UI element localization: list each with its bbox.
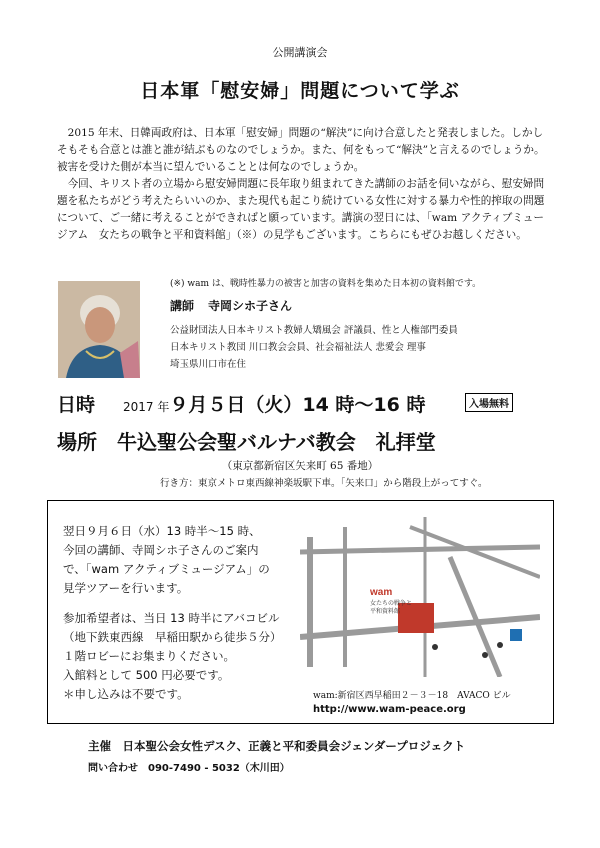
place-row [57, 426, 436, 455]
speaker-photo [58, 281, 140, 378]
tour-line: 翌日９月６日（水）13 時半～15 時、 [63, 524, 261, 538]
event-sponsor: 主催 日本聖公会女性デスク、正義と平和委員会ジェンダープロジェクト [88, 739, 466, 753]
map-exit-marker [432, 644, 438, 650]
event-date: ９月５日（火）14 時～16 時 [169, 394, 426, 416]
wam-map-caption: 平和資料館 [370, 608, 401, 615]
venue-address: （東京都新宿区矢来町 65 番地） [221, 460, 379, 472]
affiliation-line: 日本キリスト教団 川口教会会員、社会福祉法人 悲愛会 理事 [170, 342, 426, 353]
event-contact: 問い合わせ 090-7490 - 5032（木川田） [88, 763, 290, 774]
date-label: 日時 [57, 394, 96, 416]
tour-line: 入館料として 500 円必要です。 [63, 668, 230, 682]
tour-line: 見学ツアーを行います。 [63, 581, 189, 595]
wam-building-marker [398, 603, 434, 633]
venue-access: 行き方：東京メトロ東西線神楽坂駅下車。「矢来口」から階段上がってすぐ。 [160, 478, 488, 489]
date-row [57, 390, 426, 417]
place-label: 場所 [57, 430, 97, 454]
intro-paragraph-2: 今回、キリスト者の立場から慰安婦問題に長年取り組まれてきた講師のお話を伺いながら、慰安婦問題を私たちがどう考えたらいいのか、また現代も起こり続けている女性に対する暴力や性的搾取の問題について、ご一緒に考えることができればと願っています。講演の翌日には、「wam アクティブミュージアム 女たちの戦争と平和資料館」（※）の見学もございます。こちらにもぜひお越しください。 [57, 178, 545, 241]
speaker-heading [170, 297, 306, 314]
event-venue: 牛込聖公会聖バルナバ教会 礼拝堂 [117, 430, 436, 454]
station-icon [510, 629, 522, 641]
free-admission-badge: 入場無料 [465, 393, 513, 412]
speaker-portrait-image [58, 281, 140, 378]
speaker-role: 講師 [170, 299, 195, 313]
affiliation-line: 埼玉県川口市在住 [170, 359, 247, 370]
tour-text [63, 522, 303, 704]
event-year: 2017 年 [123, 400, 170, 414]
speaker-affiliations [170, 322, 458, 373]
wam-access-map [300, 517, 540, 677]
affiliation-line: 公益財団法人日本キリスト教婦人矯風会 評議員、性と人権部門委員 [170, 325, 458, 336]
wam-footnote: (※) wam は、戦時性暴力の被害と加害の資料を集めた日本初の資料館です。 [170, 279, 482, 289]
tour-line: （地下鉄東西線 早稲田駅から徒歩５分） [63, 630, 282, 644]
tour-line: 参加希望者は、当日 13 時半にアバコビル [63, 611, 280, 625]
wam-url-link[interactable]: http://www.wam-peace.org [313, 704, 466, 715]
page-title: 日本軍「慰安婦」問題について学ぶ [140, 80, 460, 102]
tour-line: ＊申し込みは不要です。 [63, 687, 189, 701]
tour-line: 今回の講師、寺岡シホ子さんのご案内 [63, 543, 259, 557]
wam-map-caption: 女たちの戦争と [370, 600, 413, 607]
intro-text [57, 125, 549, 244]
map-exit-marker [482, 652, 488, 658]
intro-paragraph-1: 2015 年末、日韓両政府は、日本軍「慰安婦」問題の“解決”に向け合意したと発表しました。しかしそもそも合意とは誰と誰が結ぶものなのでしょうか。また、何をもって“解決”と言えるのでしょうか。被害を受けた側が本当に望んでいることとは何なのでしょうか。 [57, 127, 545, 173]
event-category: 公開講演会 [272, 46, 328, 59]
wam-map-logo: wam [370, 587, 393, 598]
tour-line: で、「wam アクティブミュージアム」の [63, 562, 270, 576]
speaker-name: 寺岡シホ子さん [208, 299, 293, 313]
wam-address: wam:新宿区西早稲田２－３－18 AVACO ビル [313, 691, 511, 701]
tour-line: １階ロビーにお集まりください。 [63, 649, 236, 663]
map-exit-marker [497, 642, 503, 648]
